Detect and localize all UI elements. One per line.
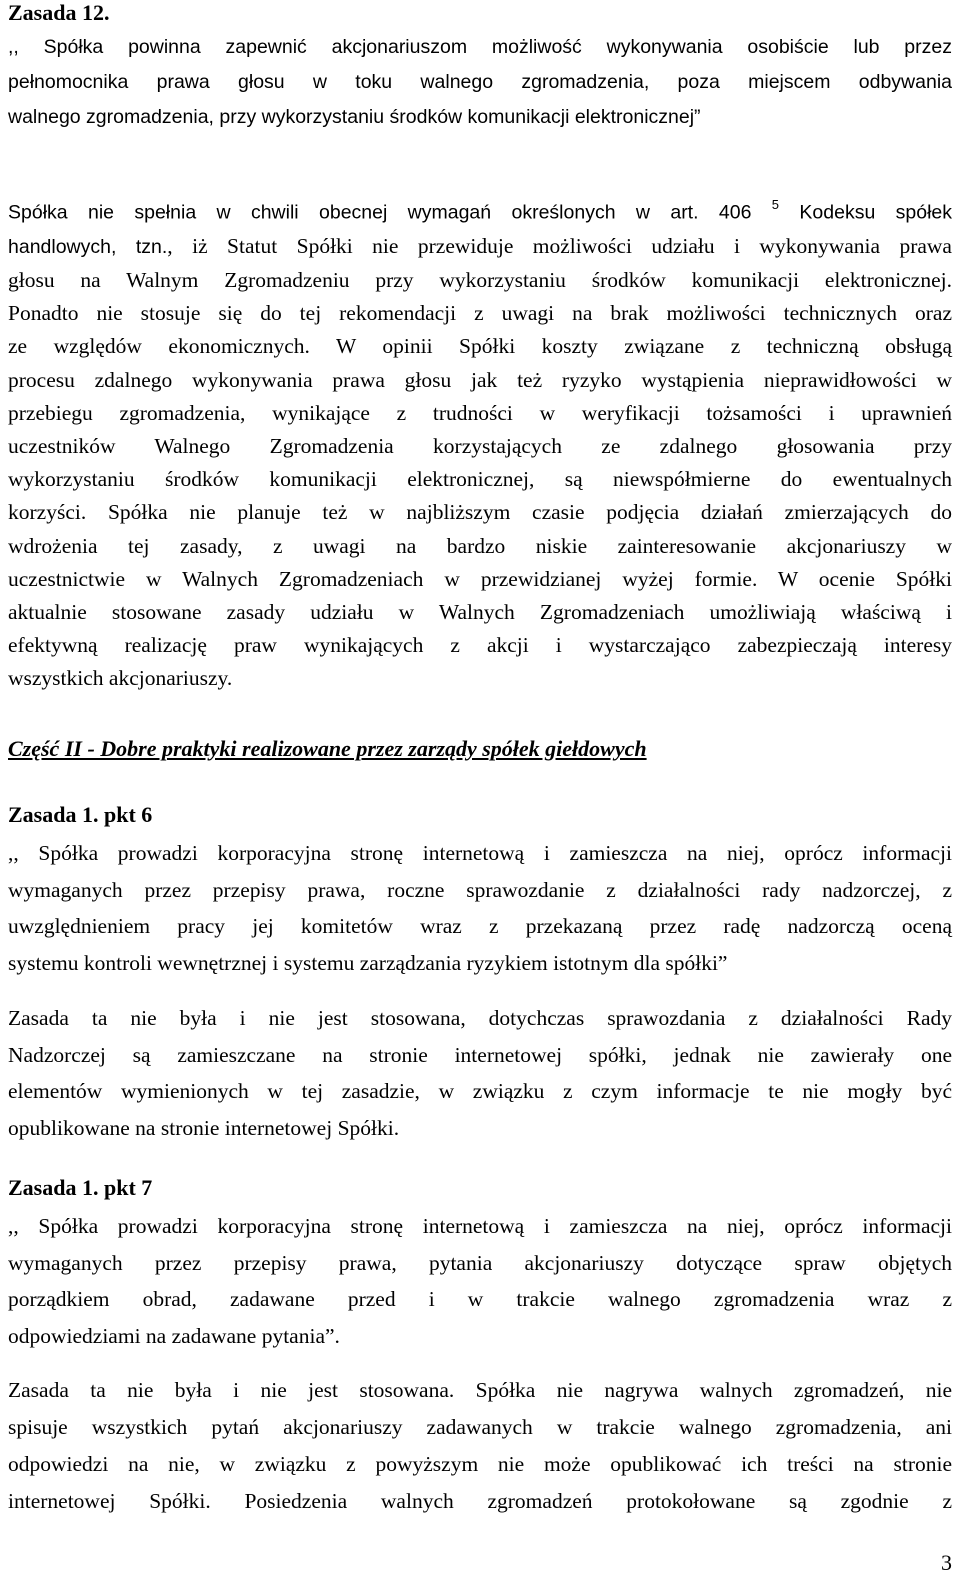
comment-line: procesu zdalnego wykonywania prawa głosu jak też ryzyko wystąpienia nieprawidłowości w	[8, 367, 952, 392]
zasada-1-pkt-7-quote	[8, 1208, 952, 1354]
zasada-1-pkt-6-comment	[8, 1000, 952, 1146]
comment-line: Zasada ta nie była i nie jest stosowana. Spółka nie nagrywa walnych zgromadzeń, nie	[8, 1378, 952, 1402]
quote-line: walnego zgromadzenia, przy wykorzystaniu środków komunikacji elektronicznej”	[8, 106, 701, 128]
quote-line: ,, Spółka prowadzi korporacyjna stronę internetową i zamieszcza na niej, oprócz informacji	[8, 841, 952, 865]
comment-text: Spółka nie spełnia w chwili obecnej wymagań określonych w art. 406	[8, 201, 752, 224]
comment-line: uczestników Walnego Zgromadzenia korzystających ze zdalnego głosowania przy	[8, 433, 952, 458]
quote-line: pełnomocnika prawa głosu w toku walnego zgromadzenia, poza miejscem odbywania	[8, 71, 952, 93]
comment-text: Kodeksu spółek	[799, 201, 953, 224]
section-heading: Część II - Dobre praktyki realizowane przez zarządy spółek giełdowych	[8, 736, 647, 761]
comment-line: aktualnie stosowane zasady udziału w Walnych Zgromadzeniach umożliwiają właściwą i	[8, 599, 952, 624]
quote-line: wymaganych przez przepisy prawa, pytania akcjonariuszy dotyczące spraw objętych	[8, 1250, 952, 1275]
comment-line: elementów wymienionych w tej zasadzie, w związku z czym informacje te nie mogły być	[8, 1079, 952, 1103]
comment-line: wykorzystaniu środków komunikacji elektronicznej, są niewspółmierne do ewentualnych	[8, 467, 952, 492]
comment-line	[8, 230, 952, 264]
zasada-12-comment	[8, 190, 952, 696]
comment-line: efektywną realizację praw wynikających z akcji i wystarczająco zabezpieczają interesy	[8, 633, 952, 658]
quote-line: uwzględnieniem pracy jej komitetów wraz z przekazaną przez radę nadzorczą oceną	[8, 914, 952, 938]
zasada-12-heading: Zasada 12.	[8, 0, 110, 25]
comment-line: przebiegu zgromadzenia, wynikające z trudności w weryfikacji tożsamości i uprawnień	[8, 400, 952, 425]
comment-line: Ponadto nie stosuje się do tej rekomendacji z uwagi na brak możliwości technicznych oraz	[8, 301, 952, 326]
comment-line: internetowej Spółki. Posiedzenia walnych zgromadzeń protokołowane są zgodnie z	[8, 1489, 952, 1513]
comment-text: handlowych, tzn.	[8, 235, 168, 258]
quote-line: porządkiem obrad, zadawane przed i w trakcie walnego zgromadzenia wraz z	[8, 1287, 952, 1311]
comment-line: Zasada ta nie była i nie jest stosowana, dotychczas sprawozdania z działalności Rady	[8, 1006, 952, 1030]
comment-line: korzyści. Spółka nie planuje też w najbliższym czasie podjęcia działań zmierzających do	[8, 500, 952, 525]
page-number: 3	[941, 1550, 952, 1575]
zasada-1-pkt-7-heading: Zasada 1. pkt 7	[8, 1175, 153, 1200]
comment-line: głosu na Walnym Zgromadzeniu przy wykorzystaniu środków komunikacji elektronicznej.	[8, 267, 952, 292]
zasada-12-quote	[8, 30, 952, 135]
quote-line: ,, Spółka prowadzi korporacyjna stronę internetową i zamieszcza na niej, oprócz informacji	[8, 1214, 952, 1238]
quote-line: wymaganych przez przepisy prawa, roczne sprawozdanie z działalności rady nadzorczej, z	[8, 877, 952, 902]
zasada-1-pkt-6-quote	[8, 835, 952, 981]
comment-line: odpowiedzi na nie, w związku z powyższym nie może opublikować ich treści na stronie	[8, 1452, 952, 1476]
zasada-1-pkt-6-heading: Zasada 1. pkt 6	[8, 802, 153, 827]
comment-line: wdrożenia tej zasady, z uwagi na bardzo niskie zainteresowanie akcjonariuszy w	[8, 533, 952, 558]
zasada-1-pkt-7-comment	[8, 1372, 952, 1520]
comment-line	[8, 190, 952, 230]
comment-line: Nadzorczej są zamieszczane na stronie internetowej spółki, jednak nie zawierały one	[8, 1042, 952, 1067]
comment-line: uczestnictwie w Walnych Zgromadzeniach w przewidzianej wyżej formie. W ocenie Spółki	[8, 566, 952, 591]
superscript: 5	[771, 197, 780, 212]
comment-line: opublikowane na stronie internetowej Spółki.	[8, 1115, 400, 1140]
quote-line: ,, Spółka powinna zapewnić akcjonariuszom możliwość wykonywania osobiście lub przez	[8, 36, 952, 58]
comment-line: spisuje wszystkich pytań akcjonariuszy zadawanych w trakcie walnego zgromadzenia, ani	[8, 1415, 952, 1439]
quote-line: odpowiedziami na zadawane pytania”.	[8, 1323, 340, 1348]
quote-line: systemu kontroli wewnętrznej i systemu zarządzania ryzykiem istotnym dla spółki”	[8, 950, 728, 975]
comment-text: , iż Statut Spółki nie przewiduje możliwości udziału i wykonywania prawa	[167, 233, 952, 258]
comment-line: wszystkich akcjonariuszy.	[8, 666, 233, 691]
comment-line: ze względów ekonomicznych. W opinii Spółki koszty związane z techniczną obsługą	[8, 334, 952, 359]
